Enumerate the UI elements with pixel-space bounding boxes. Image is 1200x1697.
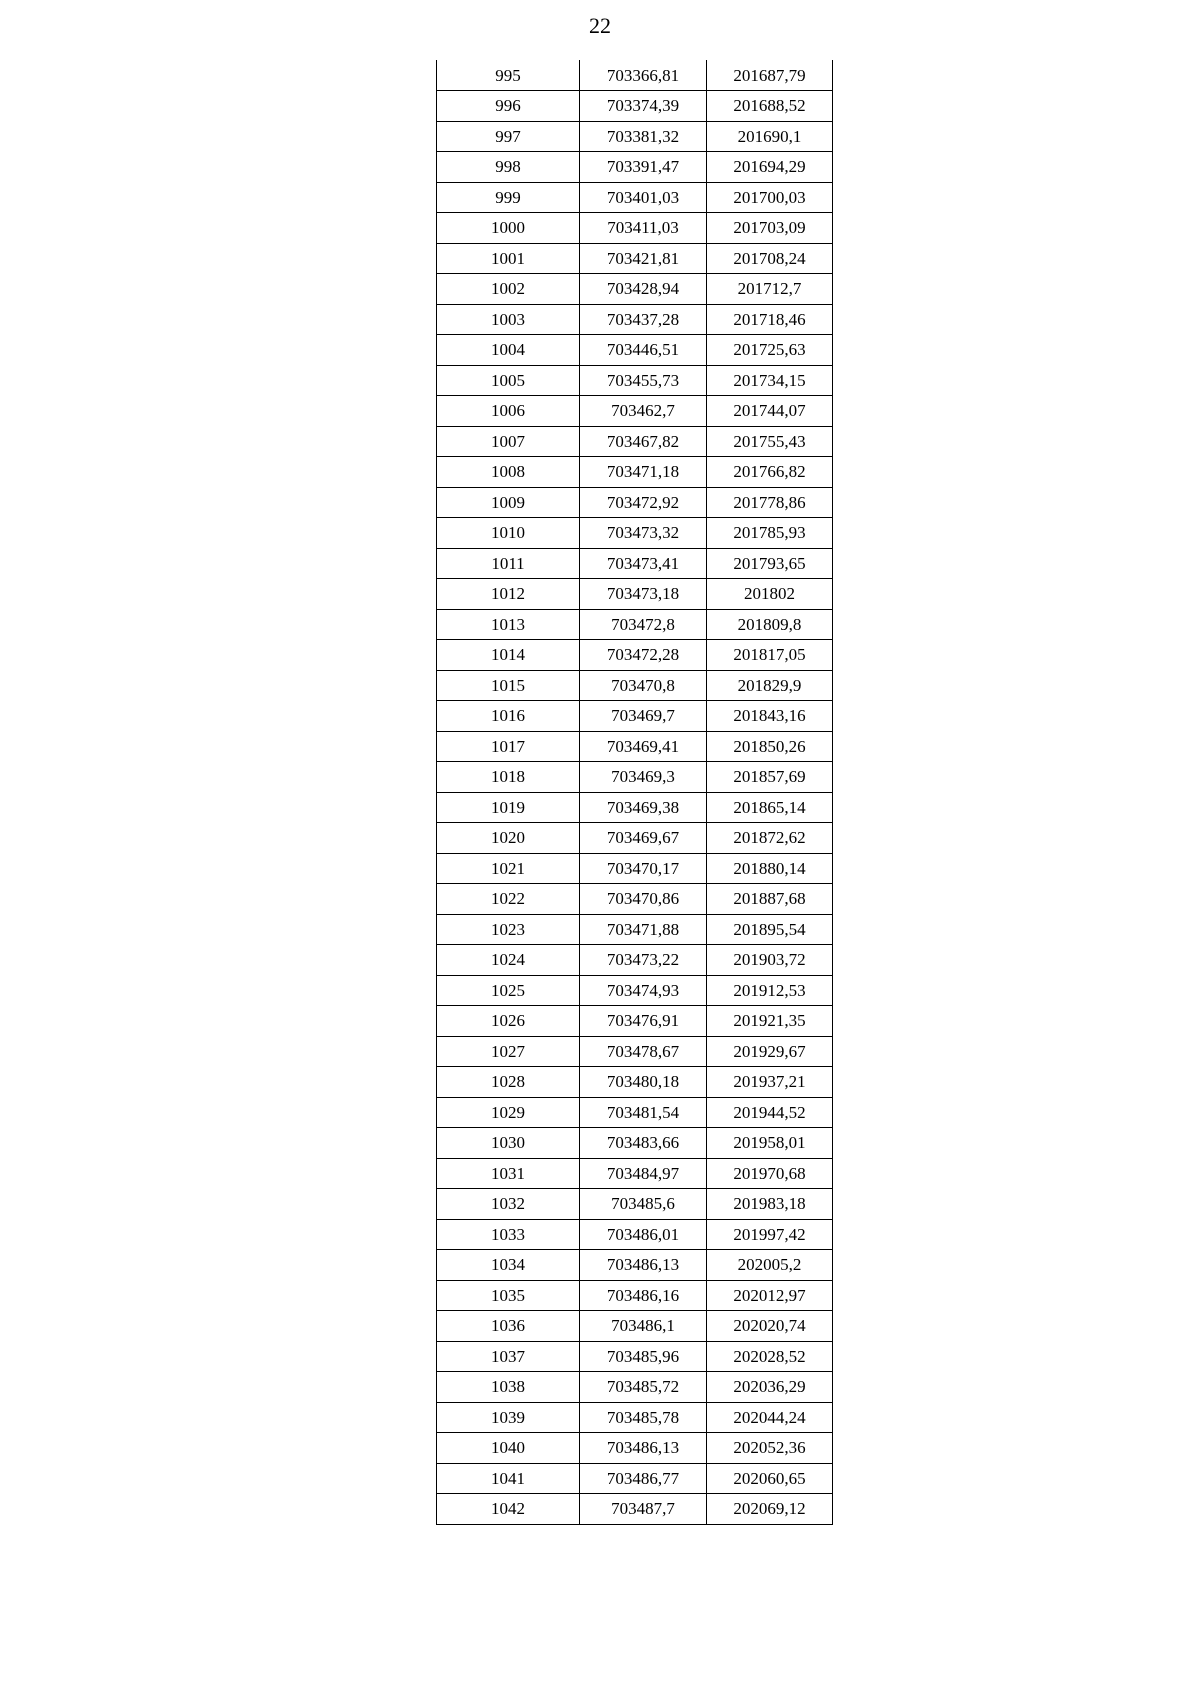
point-number-cell: 1042 — [437, 1494, 580, 1525]
coordinates-table — [436, 60, 833, 1525]
x-coordinate-cell: 703471,88 — [580, 914, 707, 945]
x-coordinate-cell: 703381,32 — [580, 121, 707, 152]
x-coordinate-cell: 703481,54 — [580, 1097, 707, 1128]
table-row — [437, 304, 833, 335]
y-coordinate-cell: 201997,42 — [707, 1219, 833, 1250]
x-coordinate-cell: 703486,01 — [580, 1219, 707, 1250]
table-row — [437, 914, 833, 945]
y-coordinate-cell: 202036,29 — [707, 1372, 833, 1403]
x-coordinate-cell: 703486,1 — [580, 1311, 707, 1342]
y-coordinate-cell: 201937,21 — [707, 1067, 833, 1098]
table-row — [437, 701, 833, 732]
y-coordinate-cell: 201903,72 — [707, 945, 833, 976]
x-coordinate-cell: 703469,7 — [580, 701, 707, 732]
y-coordinate-cell: 201802 — [707, 579, 833, 610]
x-coordinate-cell: 703470,86 — [580, 884, 707, 915]
point-number-cell: 1020 — [437, 823, 580, 854]
x-coordinate-cell: 703391,47 — [580, 152, 707, 183]
point-number-cell: 1025 — [437, 975, 580, 1006]
point-number-cell: 1017 — [437, 731, 580, 762]
table-row — [437, 609, 833, 640]
point-number-cell: 1031 — [437, 1158, 580, 1189]
point-number-cell: 1028 — [437, 1067, 580, 1098]
y-coordinate-cell: 201887,68 — [707, 884, 833, 915]
x-coordinate-cell: 703428,94 — [580, 274, 707, 305]
table-row — [437, 60, 833, 91]
x-coordinate-cell: 703486,13 — [580, 1433, 707, 1464]
table-row — [437, 1494, 833, 1525]
table-row — [437, 182, 833, 213]
y-coordinate-cell: 201785,93 — [707, 518, 833, 549]
x-coordinate-cell: 703473,22 — [580, 945, 707, 976]
coordinates-table-body — [437, 60, 833, 1524]
table-row — [437, 1402, 833, 1433]
y-coordinate-cell: 201690,1 — [707, 121, 833, 152]
y-coordinate-cell: 201865,14 — [707, 792, 833, 823]
y-coordinate-cell: 201694,29 — [707, 152, 833, 183]
table-row — [437, 426, 833, 457]
point-number-cell: 1007 — [437, 426, 580, 457]
x-coordinate-cell: 703467,82 — [580, 426, 707, 457]
point-number-cell: 1004 — [437, 335, 580, 366]
y-coordinate-cell: 201712,7 — [707, 274, 833, 305]
table-row — [437, 1097, 833, 1128]
y-coordinate-cell: 201983,18 — [707, 1189, 833, 1220]
table-row — [437, 1433, 833, 1464]
y-coordinate-cell: 202020,74 — [707, 1311, 833, 1342]
table-row — [437, 213, 833, 244]
x-coordinate-cell: 703469,38 — [580, 792, 707, 823]
point-number-cell: 1033 — [437, 1219, 580, 1250]
point-number-cell: 1008 — [437, 457, 580, 488]
table-row — [437, 457, 833, 488]
y-coordinate-cell: 201944,52 — [707, 1097, 833, 1128]
y-coordinate-cell: 201734,15 — [707, 365, 833, 396]
y-coordinate-cell: 201755,43 — [707, 426, 833, 457]
y-coordinate-cell: 201817,05 — [707, 640, 833, 671]
x-coordinate-cell: 703469,67 — [580, 823, 707, 854]
y-coordinate-cell: 201872,62 — [707, 823, 833, 854]
point-number-cell: 1024 — [437, 945, 580, 976]
point-number-cell: 1036 — [437, 1311, 580, 1342]
x-coordinate-cell: 703471,18 — [580, 457, 707, 488]
x-coordinate-cell: 703485,78 — [580, 1402, 707, 1433]
x-coordinate-cell: 703485,96 — [580, 1341, 707, 1372]
table-row — [437, 396, 833, 427]
x-coordinate-cell: 703476,91 — [580, 1006, 707, 1037]
y-coordinate-cell: 201829,9 — [707, 670, 833, 701]
table-row — [437, 945, 833, 976]
table-row — [437, 274, 833, 305]
x-coordinate-cell: 703473,18 — [580, 579, 707, 610]
y-coordinate-cell: 202005,2 — [707, 1250, 833, 1281]
y-coordinate-cell: 201778,86 — [707, 487, 833, 518]
x-coordinate-cell: 703485,72 — [580, 1372, 707, 1403]
point-number-cell: 996 — [437, 91, 580, 122]
table-row — [437, 1006, 833, 1037]
table-row — [437, 121, 833, 152]
x-coordinate-cell: 703474,93 — [580, 975, 707, 1006]
x-coordinate-cell: 703485,6 — [580, 1189, 707, 1220]
y-coordinate-cell: 201843,16 — [707, 701, 833, 732]
point-number-cell: 1001 — [437, 243, 580, 274]
x-coordinate-cell: 703470,17 — [580, 853, 707, 884]
table-row — [437, 1128, 833, 1159]
x-coordinate-cell: 703486,13 — [580, 1250, 707, 1281]
y-coordinate-cell: 201895,54 — [707, 914, 833, 945]
x-coordinate-cell: 703374,39 — [580, 91, 707, 122]
table-row — [437, 1067, 833, 1098]
y-coordinate-cell: 201850,26 — [707, 731, 833, 762]
y-coordinate-cell: 201970,68 — [707, 1158, 833, 1189]
x-coordinate-cell: 703483,66 — [580, 1128, 707, 1159]
table-row — [437, 487, 833, 518]
point-number-cell: 999 — [437, 182, 580, 213]
y-coordinate-cell: 202052,36 — [707, 1433, 833, 1464]
x-coordinate-cell: 703486,77 — [580, 1463, 707, 1494]
table-row — [437, 548, 833, 579]
point-number-cell: 1021 — [437, 853, 580, 884]
table-row — [437, 823, 833, 854]
point-number-cell: 1010 — [437, 518, 580, 549]
point-number-cell: 1000 — [437, 213, 580, 244]
point-number-cell: 1002 — [437, 274, 580, 305]
table-row — [437, 243, 833, 274]
table-row — [437, 670, 833, 701]
y-coordinate-cell: 201718,46 — [707, 304, 833, 335]
y-coordinate-cell: 201809,8 — [707, 609, 833, 640]
x-coordinate-cell: 703478,67 — [580, 1036, 707, 1067]
point-number-cell: 1012 — [437, 579, 580, 610]
table-row — [437, 152, 833, 183]
table-row — [437, 884, 833, 915]
y-coordinate-cell: 202060,65 — [707, 1463, 833, 1494]
x-coordinate-cell: 703473,41 — [580, 548, 707, 579]
x-coordinate-cell: 703446,51 — [580, 335, 707, 366]
table-row — [437, 365, 833, 396]
point-number-cell: 1018 — [437, 762, 580, 793]
table-row — [437, 1158, 833, 1189]
point-number-cell: 1026 — [437, 1006, 580, 1037]
point-number-cell: 1040 — [437, 1433, 580, 1464]
point-number-cell: 1041 — [437, 1463, 580, 1494]
x-coordinate-cell: 703473,32 — [580, 518, 707, 549]
x-coordinate-cell: 703470,8 — [580, 670, 707, 701]
table-row — [437, 1311, 833, 1342]
point-number-cell: 1039 — [437, 1402, 580, 1433]
y-coordinate-cell: 202044,24 — [707, 1402, 833, 1433]
x-coordinate-cell: 703484,97 — [580, 1158, 707, 1189]
point-number-cell: 1027 — [437, 1036, 580, 1067]
table-row — [437, 1189, 833, 1220]
table-row — [437, 1219, 833, 1250]
y-coordinate-cell: 201921,35 — [707, 1006, 833, 1037]
table-row — [437, 792, 833, 823]
x-coordinate-cell: 703469,3 — [580, 762, 707, 793]
x-coordinate-cell: 703486,16 — [580, 1280, 707, 1311]
table-row — [437, 1280, 833, 1311]
y-coordinate-cell: 201766,82 — [707, 457, 833, 488]
x-coordinate-cell: 703480,18 — [580, 1067, 707, 1098]
x-coordinate-cell: 703455,73 — [580, 365, 707, 396]
point-number-cell: 1029 — [437, 1097, 580, 1128]
table-row — [437, 579, 833, 610]
point-number-cell: 1014 — [437, 640, 580, 671]
y-coordinate-cell: 202069,12 — [707, 1494, 833, 1525]
x-coordinate-cell: 703401,03 — [580, 182, 707, 213]
point-number-cell: 1013 — [437, 609, 580, 640]
point-number-cell: 995 — [437, 60, 580, 91]
point-number-cell: 997 — [437, 121, 580, 152]
y-coordinate-cell: 202028,52 — [707, 1341, 833, 1372]
point-number-cell: 1015 — [437, 670, 580, 701]
point-number-cell: 1003 — [437, 304, 580, 335]
point-number-cell: 1016 — [437, 701, 580, 732]
table-row — [437, 1372, 833, 1403]
x-coordinate-cell: 703487,7 — [580, 1494, 707, 1525]
x-coordinate-cell: 703469,41 — [580, 731, 707, 762]
y-coordinate-cell: 201708,24 — [707, 243, 833, 274]
y-coordinate-cell: 201703,09 — [707, 213, 833, 244]
x-coordinate-cell: 703472,8 — [580, 609, 707, 640]
table-row — [437, 640, 833, 671]
table-row — [437, 731, 833, 762]
y-coordinate-cell: 202012,97 — [707, 1280, 833, 1311]
point-number-cell: 1022 — [437, 884, 580, 915]
y-coordinate-cell: 201700,03 — [707, 182, 833, 213]
x-coordinate-cell: 703366,81 — [580, 60, 707, 91]
table-row — [437, 335, 833, 366]
y-coordinate-cell: 201958,01 — [707, 1128, 833, 1159]
point-number-cell: 1019 — [437, 792, 580, 823]
table-row — [437, 518, 833, 549]
point-number-cell: 1006 — [437, 396, 580, 427]
y-coordinate-cell: 201880,14 — [707, 853, 833, 884]
point-number-cell: 1023 — [437, 914, 580, 945]
x-coordinate-cell: 703472,92 — [580, 487, 707, 518]
y-coordinate-cell: 201912,53 — [707, 975, 833, 1006]
point-number-cell: 1011 — [437, 548, 580, 579]
x-coordinate-cell: 703421,81 — [580, 243, 707, 274]
table-row — [437, 91, 833, 122]
point-number-cell: 1009 — [437, 487, 580, 518]
page-number: 22 — [589, 13, 611, 38]
table-row — [437, 975, 833, 1006]
table-row — [437, 1341, 833, 1372]
y-coordinate-cell: 201744,07 — [707, 396, 833, 427]
table-row — [437, 762, 833, 793]
y-coordinate-cell: 201687,79 — [707, 60, 833, 91]
table-row — [437, 1250, 833, 1281]
x-coordinate-cell: 703462,7 — [580, 396, 707, 427]
y-coordinate-cell: 201857,69 — [707, 762, 833, 793]
y-coordinate-cell: 201725,63 — [707, 335, 833, 366]
point-number-cell: 1030 — [437, 1128, 580, 1159]
point-number-cell: 1034 — [437, 1250, 580, 1281]
point-number-cell: 1032 — [437, 1189, 580, 1220]
x-coordinate-cell: 703437,28 — [580, 304, 707, 335]
table-row — [437, 1463, 833, 1494]
table-row — [437, 853, 833, 884]
point-number-cell: 998 — [437, 152, 580, 183]
x-coordinate-cell: 703411,03 — [580, 213, 707, 244]
y-coordinate-cell: 201688,52 — [707, 91, 833, 122]
table-row — [437, 1036, 833, 1067]
point-number-cell: 1005 — [437, 365, 580, 396]
y-coordinate-cell: 201793,65 — [707, 548, 833, 579]
y-coordinate-cell: 201929,67 — [707, 1036, 833, 1067]
point-number-cell: 1035 — [437, 1280, 580, 1311]
x-coordinate-cell: 703472,28 — [580, 640, 707, 671]
point-number-cell: 1038 — [437, 1372, 580, 1403]
point-number-cell: 1037 — [437, 1341, 580, 1372]
